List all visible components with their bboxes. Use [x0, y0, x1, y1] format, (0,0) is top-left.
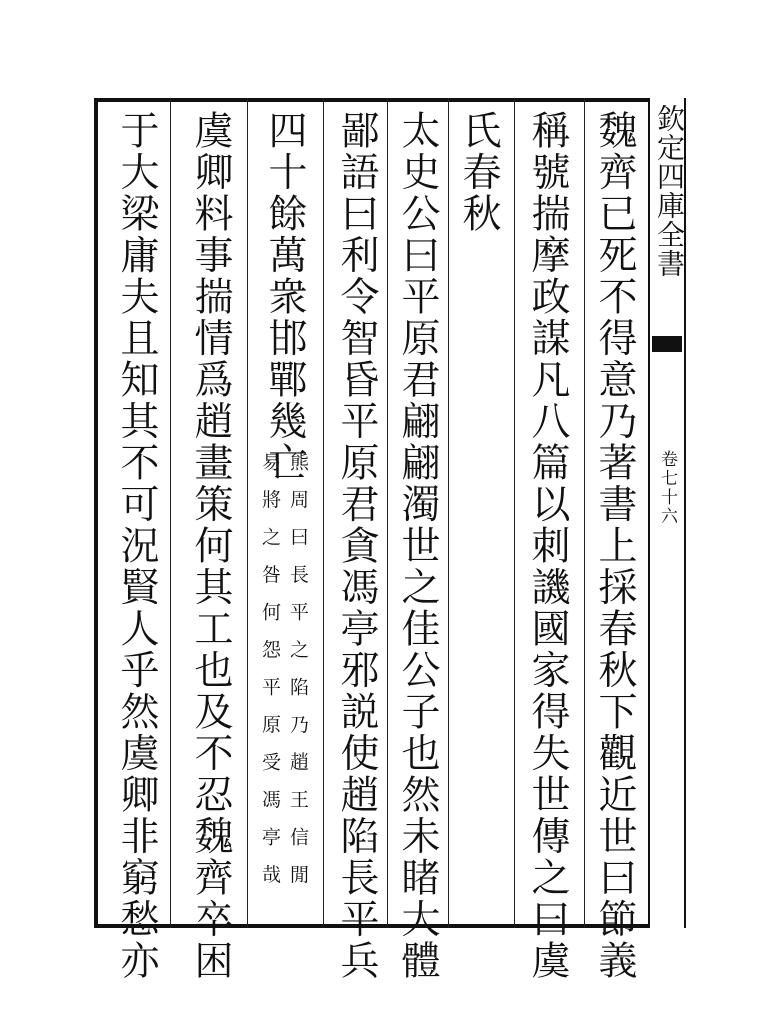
text-column-6: 四十餘萬衆邯鄲幾亡: [262, 110, 307, 484]
text-column-2: 稱號揣摩政謀凡八篇以刺譏國家得失世傳之曰虞: [525, 110, 570, 982]
column-divider: [387, 98, 388, 928]
text-column-4: 太史公曰平原君翩翩濁世之佳公子也然未睹大體: [395, 110, 440, 982]
column-divider: [170, 98, 171, 928]
column-divider: [323, 98, 324, 928]
text-column-3: 氏春秋: [456, 110, 501, 235]
column-divider: [448, 98, 449, 928]
volume-label: 卷七十六: [657, 450, 677, 526]
column-divider: [514, 98, 515, 928]
book-title: 欽定四庫全書: [653, 104, 686, 278]
commentary-line-2: 易將之咎何怨平原受馮亭哉: [259, 452, 281, 902]
column-divider: [247, 98, 248, 928]
fishtail-mark: [652, 336, 682, 352]
text-column-8: 于大梁庸夫且知其不可況賢人乎然虞卿非窮愁亦: [114, 110, 159, 982]
text-column-5: 鄙語曰利令智昏平原君貪馮亭邪説使趙陷長平兵: [334, 110, 379, 982]
text-column-7: 虞卿料事揣情爲趙畫策何其工也及不忍魏齊卒困: [188, 110, 233, 982]
column-divider: [584, 98, 585, 928]
text-column-1: 魏齊已死不得意乃著書上採春秋下觀近世曰節義: [592, 110, 637, 982]
commentary-line-1: 熊周曰長平之陷乃趙王信閒: [287, 452, 309, 902]
